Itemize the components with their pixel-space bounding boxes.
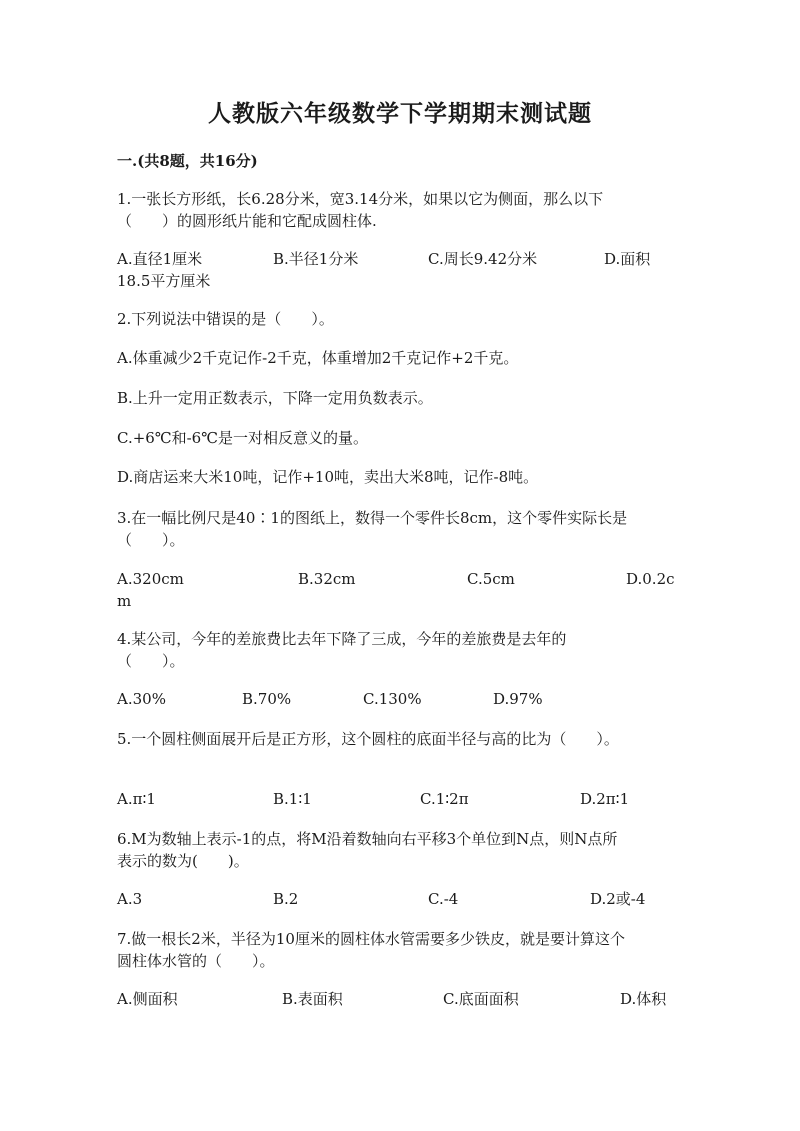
option-d-continued: 18.5平方厘米 bbox=[117, 272, 211, 290]
question-text-line: 5.一个圆柱侧面展开后是正方形，这个圆柱的底面半径与高的比为（ ）。 bbox=[117, 730, 619, 748]
question-text-line: 表示的数为( )。 bbox=[117, 852, 249, 870]
option-d: D.2π∶1 bbox=[580, 790, 630, 808]
option-c: C.+6℃和-6℃是一对相反意义的量。 bbox=[117, 429, 368, 447]
question-text-line: （ ）的圆形纸片能和它配成圆柱体. bbox=[117, 212, 377, 230]
question-text-line: 2.下列说法中错误的是（ ）。 bbox=[117, 310, 334, 328]
option-d: D.体积 bbox=[620, 990, 667, 1008]
option-b: B.70% bbox=[242, 690, 292, 708]
option-d: D.2或-4 bbox=[590, 890, 646, 908]
option-c: C.5cm bbox=[467, 570, 515, 588]
option-c: C.-4 bbox=[428, 890, 459, 908]
option-d-continued: m bbox=[117, 592, 132, 610]
option-b: B.半径1分米 bbox=[273, 250, 359, 268]
option-a: A.体重减少2千克记作-2千克，体重增加2千克记作+2千克。 bbox=[117, 349, 519, 367]
question-text-line: （ ）。 bbox=[117, 652, 185, 670]
question-text-line: 3.在一幅比例尺是40∶1的图纸上，数得一个零件长8cm，这个零件实际长是 bbox=[117, 509, 628, 527]
question-text-line: 7.做一根长2米，半径为10厘米的圆柱体水管需要多少铁皮，就是要计算这个 bbox=[117, 930, 625, 948]
question-text-line: 圆柱体水管的（ ）。 bbox=[117, 952, 275, 970]
question-text-line: （ ）。 bbox=[117, 531, 185, 549]
question-text-line: 1.一张长方形纸，长6.28分米，宽3.14分米，如果以它为侧面，那么以下 bbox=[117, 190, 604, 208]
option-a: A.3 bbox=[117, 890, 143, 908]
option-b: B.上升一定用正数表示，下降一定用负数表示。 bbox=[117, 389, 433, 407]
question-text-line: 6.M为数轴上表示-1的点，将M沿着数轴向右平移3个单位到N点，则N点所 bbox=[117, 830, 618, 848]
option-b: B.1∶1 bbox=[273, 790, 312, 808]
option-c: C.1∶2π bbox=[420, 790, 469, 808]
section-heading: 一.(共8题，共16分) bbox=[117, 152, 258, 170]
option-d: D.97% bbox=[493, 690, 543, 708]
option-b: B.表面积 bbox=[282, 990, 343, 1008]
page-title: 人教版六年级数学下学期期末测试题 bbox=[208, 100, 592, 127]
option-b: B.32cm bbox=[298, 570, 356, 588]
option-a: A.直径1厘米 bbox=[117, 250, 203, 268]
option-c: C.130% bbox=[363, 690, 422, 708]
option-b: B.2 bbox=[273, 890, 299, 908]
question-text-line: 4.某公司，今年的差旅费比去年下降了三成，今年的差旅费是去年的 bbox=[117, 630, 567, 648]
option-a: A.30% bbox=[117, 690, 166, 708]
option-a: A.侧面积 bbox=[117, 990, 178, 1008]
option-c: C.周长9.42分米 bbox=[428, 250, 538, 268]
option-d: D.0.2c bbox=[626, 570, 675, 588]
option-d: D.面积 bbox=[604, 250, 651, 268]
option-a: A.π∶1 bbox=[117, 790, 156, 808]
option-d: D.商店运来大米10吨，记作+10吨，卖出大米8吨，记作-8吨。 bbox=[117, 468, 539, 486]
option-a: A.320cm bbox=[117, 570, 184, 588]
option-c: C.底面面积 bbox=[443, 990, 519, 1008]
